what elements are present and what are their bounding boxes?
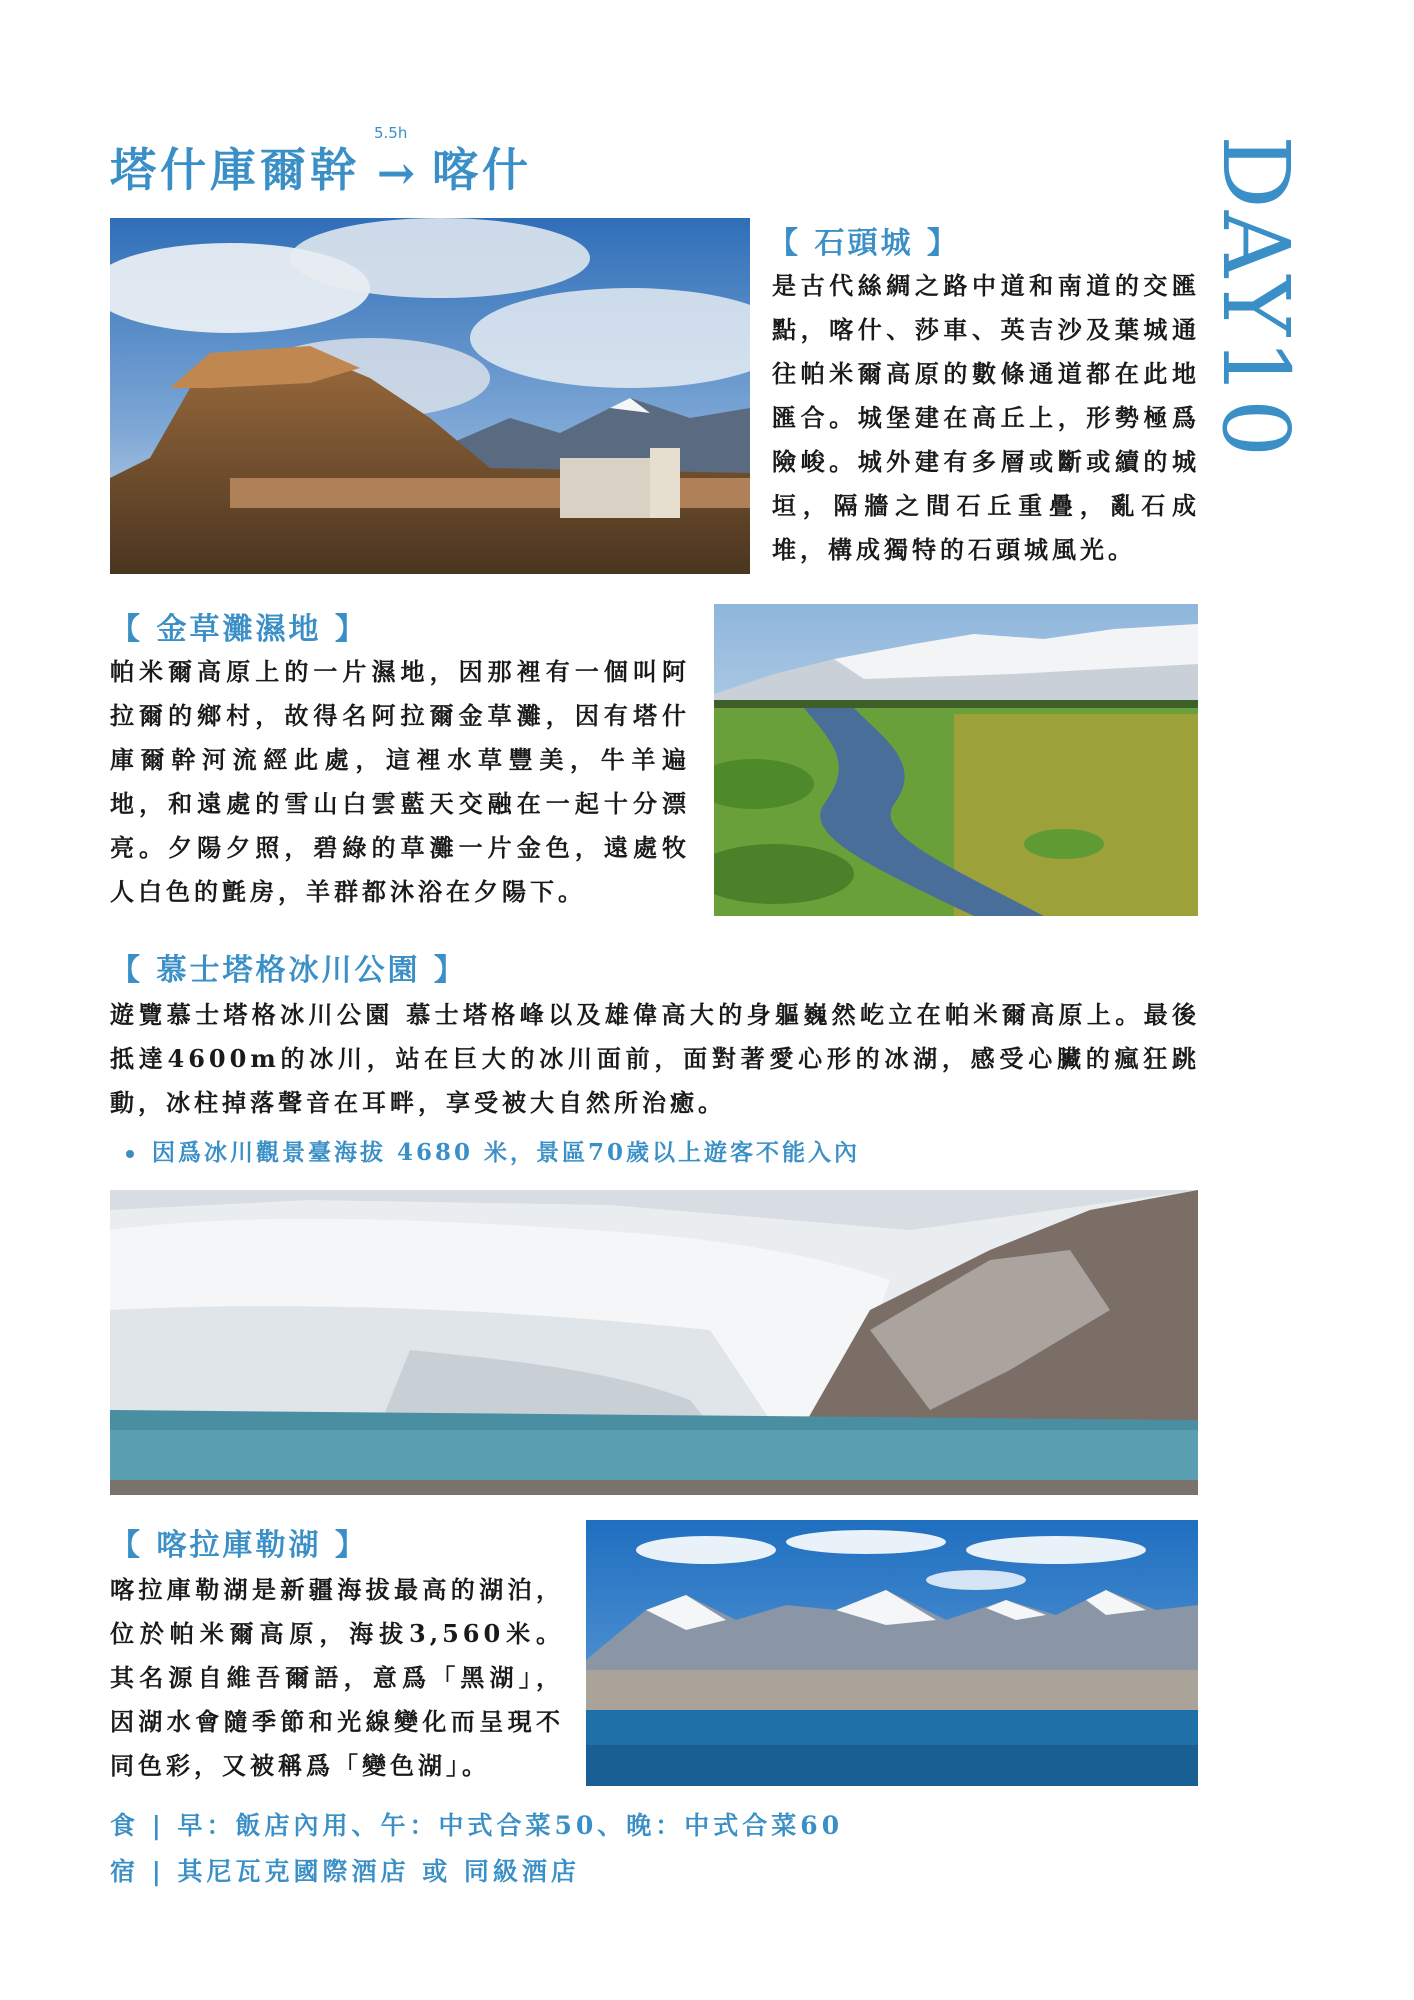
arrow-icon: → xyxy=(376,146,416,200)
section-text-lake: 喀拉庫勒湖是新疆海拔最高的湖泊，位於帕米爾高原，海拔3,560米。其名源自維吾爾語，意爲「黑湖」，因湖水會隨季節和光線變化而呈現不同色彩，又被稱爲「變色湖」。 xyxy=(110,1575,564,1780)
section-text-stone-city: 是古代絲綢之路中道和南道的交匯點，喀什、莎車、英吉沙及葉城通往帕米爾高原的數條通道都在此地匯合。城堡建在高丘上，形勢極爲險峻。城外建有多層或斷或續的城垣，隔牆之間石丘重疊，亂石成堆，構成獨特的石頭城風光。 xyxy=(772,271,1200,564)
day-label: DAY10 xyxy=(1202,135,1309,460)
section-title-wetland: 【 金草灘濕地 】 xyxy=(110,612,368,647)
section-title-stone-city: 【 石頭城 】 xyxy=(768,226,960,261)
glacier-photo xyxy=(110,1190,1198,1495)
route-origin: 塔什庫爾幹 xyxy=(110,143,360,197)
glacier-note-text: 因爲冰川觀景臺海拔 4680 米，景區70歲以上遊客不能入內 xyxy=(152,1139,861,1166)
section-title-glacier: 【 慕士塔格冰川公園 】 xyxy=(110,953,467,988)
route-title xyxy=(110,124,532,200)
route-arrow xyxy=(364,124,428,200)
glacier-note xyxy=(126,1134,860,1167)
meals-info: 食 | 早：飯店內用、午：中式合菜50、晚：中式合菜60 xyxy=(110,1811,844,1840)
wetland-photo xyxy=(714,604,1198,916)
bullet-icon xyxy=(126,1150,134,1158)
route-destination: 喀什 xyxy=(432,143,532,197)
section-title-lake: 【 喀拉庫勒湖 】 xyxy=(110,1528,368,1563)
travel-duration: 5.5h xyxy=(374,124,408,142)
section-text-wetland: 帕米爾高原上的一片濕地，因那裡有一個叫阿拉爾的鄉村，故得名阿拉爾金草灘，因有塔什庫爾幹河流經此處，這裡水草豐美，牛羊遍地，和遠處的雪山白雲藍天交融在一起十分漂亮。夕陽夕照，碧綠的草灘一片金色，遠處牧人白色的氈房，羊群都沐浴在夕陽下。 xyxy=(110,657,690,906)
lake-photo xyxy=(586,1520,1198,1786)
section-text-glacier: 遊覽慕士塔格冰川公園 慕士塔格峰以及雄偉高大的身軀巍然屹立在帕米爾高原上。最後抵達4600m的冰川，站在巨大的冰川面前，面對著愛心形的冰湖，感受心臟的瘋狂跳動，冰柱掉落聲音在耳畔，享受被大自然所治癒。 xyxy=(110,1000,1200,1117)
stone-city-photo xyxy=(110,218,750,574)
hotel-info: 宿 | 其尼瓦克國際酒店 或 同級酒店 xyxy=(110,1857,580,1886)
